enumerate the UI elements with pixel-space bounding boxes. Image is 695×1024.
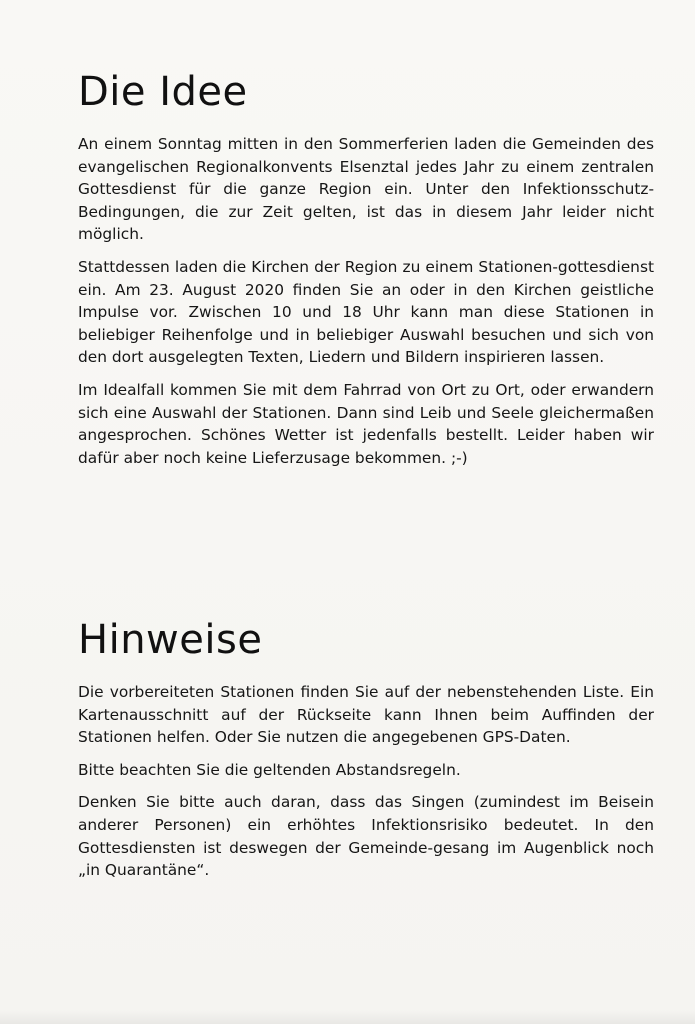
- paragraph: Stattdessen laden die Kirchen der Region zu einem Stationen-gottesdienst ein. Am 23. August 2020 finden Sie an oder in den Kirchen geistliche Impulse vor. Zwischen 10 und 18 Uhr kann man diese Stationen in beliebiger Reihenfolge und in beliebiger Auswahl besuchen und sich von den dort ausgelegten Texten, Liedern und Bildern inspirieren lassen.: [78, 257, 654, 367]
- page-bottom-edge: [0, 1010, 695, 1024]
- paragraph: Bitte beachten Sie die geltenden Abstandsregeln.: [78, 760, 461, 779]
- section-hinweise: [78, 616, 654, 892]
- section-die-idee: [78, 68, 654, 479]
- paragraph: An einem Sonntag mitten in den Sommerferien laden die Gemeinden des evangelischen Regionalkonvents Elsenztal jedes Jahr zu einem zentralen Gottesdienst für die ganze Region ein. Unter den Infektionsschutz-Bedingungen, die zur Zeit gelten, ist das in diesem Jahr leider nicht möglich.: [78, 135, 654, 244]
- paragraph: Denken Sie bitte auch daran, dass das Singen (zumindest im Beisein anderer Personen) ein erhöhtes Infektionsrisiko bedeutet. In den Gottesdiensten ist deswegen der Gemeinde-gesang im Augenblick noch „in Quarantäne“.: [78, 793, 654, 880]
- section-heading: Hinweise: [78, 617, 263, 663]
- section-heading: Die Idee: [78, 69, 248, 115]
- paragraph: Im Idealfall kommen Sie mit dem Fahrrad von Ort zu Ort, oder erwandern sich eine Auswahl der Stationen. Dann sind Leib und Seele gleichermaßen angesprochen. Schönes Wetter ist jedenfalls bestellt. Leider haben wir dafür aber noch keine Lieferzusage bekommen. ;-): [78, 380, 654, 467]
- paragraph: Die vorbereiteten Stationen finden Sie auf der nebenstehenden Liste. Ein Kartenausschnitt auf der Rückseite kann Ihnen beim Auffinden der Stationen helfen. Oder Sie nutzen die angegebenen GPS-Daten.: [78, 683, 654, 747]
